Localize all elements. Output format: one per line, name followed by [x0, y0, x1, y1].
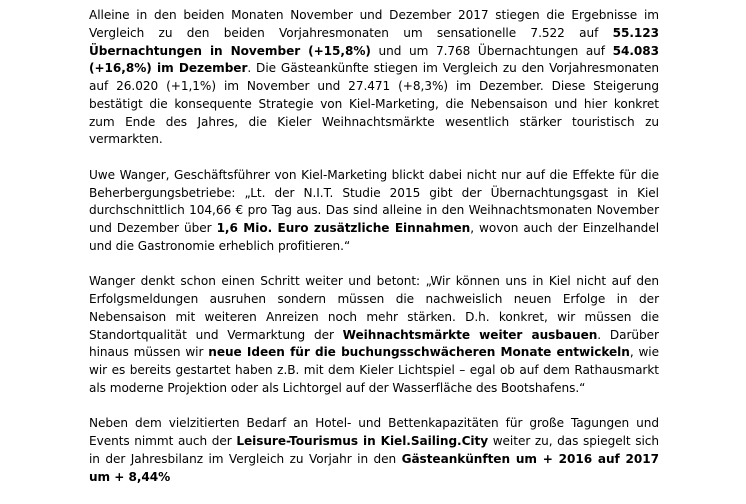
text-run: . Darüber hinaus müssen wir	[89, 327, 659, 360]
bold-run: 55.123 Übernachtungen in November (+15,8%)	[89, 25, 659, 58]
paragraph-wanger-quote	[89, 167, 659, 256]
text-run: weiter zu, das spiegelt sich in der Jahresbilanz im Vergleich zu Vorjahr in den	[89, 434, 660, 466]
bold-run: 1,6 Mio. Euro zusätzliche Einnahmen	[216, 221, 471, 235]
text-run: , wovon auch der Einzelhandel und die Gastronomie erheblich profitieren.“	[89, 221, 660, 253]
bold-run: neue Ideen für die buchungsschwächeren Monate entwickeln	[208, 345, 630, 360]
text-run: Uwe Wanger, Geschäftsführer von Kiel-Marketing blickt dabei nicht nur auf die Effekte für die Beherbergungsbetriebe: „Lt. der N.I.T. Studie 2015 gibt der Übernachtungsgast in Kiel durchschnittlich 104,66 € pro Tag aus. Das sind alleine in den Weihnachtsmonaten November und Dezember über	[89, 167, 659, 235]
paragraph-leisure-tourism	[89, 415, 659, 486]
document-page	[89, 7, 659, 504]
paragraph-overnight-stays	[89, 7, 659, 149]
bold-run: 54.083 (+16,8%) im Dezember	[89, 43, 660, 76]
text-run: und um 7.768 Übernachtungen auf	[370, 43, 613, 58]
bold-run: Leisure-Tourismus in Kiel.Sailing.City	[236, 434, 489, 448]
text-run: Wanger denkt schon einen Schritt weiter und betont: „Wir können uns in Kiel nicht auf den Erfolgsmeldungen ausruhen sondern müssen die nachweislich neuen Erfolge in der Nebensaison mit weiteren Anreizen noch mehr stärken. D.h. konkret, wir müssen die Standortqualität und Vermarktung der	[89, 274, 659, 342]
text-run: , wie wir es bereits gestartet haben z.B. mit dem Kieler Lichtspiel – egal ob auf dem Rathausmarkt als moderne Projektion oder als Lichtorgel auf der Wasserfläche des Bootshafens.“	[89, 345, 660, 395]
text-run: Alleine in den beiden Monaten November und Dezember 2017 stiegen die Ergebnisse im Vergleich zu den beiden Vorjahresmonaten um sensationelle 7.522 auf	[89, 8, 659, 40]
paragraph-next-steps	[89, 273, 659, 397]
text-run: Neben dem vielzitierten Bedarf an Hotel- und Bettenkapazitäten für große Tagungen und Events nimmt auch der	[89, 416, 659, 448]
text-run: . Die Gästeankünfte stiegen im Vergleich zu den Vorjahresmonaten auf 26.020 (+1,1%) im November und 27.471 (+8,3%) im Dezember. Diese Steigerung bestätigt die konsequente Strategie von Kiel-Marketing, die Nebensaison und hier konkret zum Ende des Jahres, die Kieler Weihnachtsmärkte wesentlich stärker touristisch zu vermarkten.	[89, 61, 659, 147]
bold-run: Gästeankünften um + 2016 auf 2017 um + 8,44%	[89, 451, 659, 484]
bold-run: Weihnachtsmärkte weiter ausbauen	[342, 327, 598, 342]
